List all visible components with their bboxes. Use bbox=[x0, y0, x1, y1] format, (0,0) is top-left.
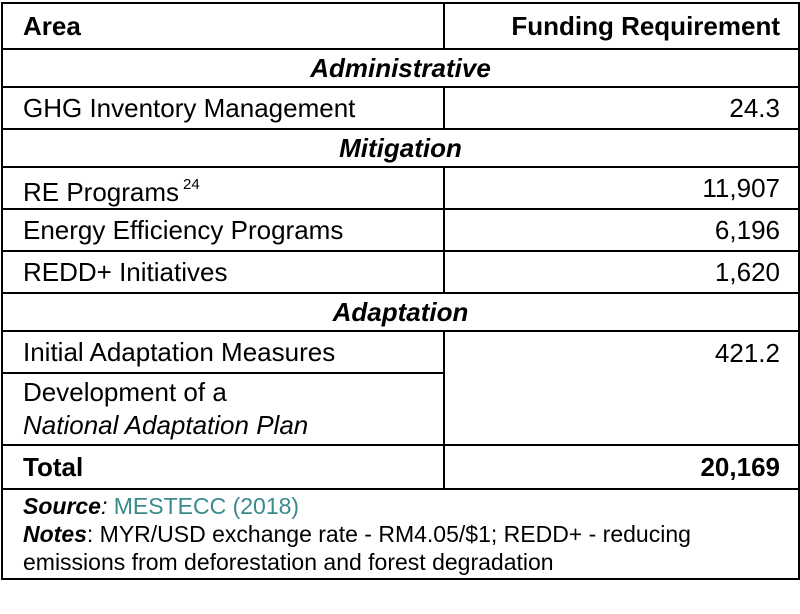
row-value-redd: 1,620 bbox=[444, 251, 799, 293]
funding-table-container bbox=[1, 2, 798, 614]
table-row bbox=[2, 167, 799, 209]
section-row-mitigation bbox=[2, 129, 799, 167]
footnote-marker: 24 bbox=[183, 175, 200, 193]
section-title-adaptation: Adaptation bbox=[2, 293, 799, 331]
notes-label: Notes bbox=[23, 521, 87, 547]
row-label-nap bbox=[2, 373, 444, 445]
header-funding: Funding Requirement bbox=[444, 3, 799, 49]
row-value-ghg: 24.3 bbox=[444, 87, 799, 129]
row-label-iam: Initial Adaptation Measures bbox=[2, 331, 444, 373]
section-title-administrative: Administrative bbox=[2, 49, 799, 87]
table-row bbox=[2, 209, 799, 251]
row-label-ee: Energy Efficiency Programs bbox=[2, 209, 444, 251]
notes-cell bbox=[2, 489, 799, 579]
total-value: 20,169 bbox=[444, 445, 799, 489]
source-link[interactable]: MESTECC (2018) bbox=[113, 493, 300, 519]
row-label-redd: REDD+ Initiatives bbox=[2, 251, 444, 293]
re-label-text: RE Programs bbox=[23, 176, 180, 207]
source-label: Source bbox=[23, 493, 101, 519]
section-title-mitigation: Mitigation bbox=[2, 129, 799, 167]
section-row-adaptation bbox=[2, 293, 799, 331]
row-value-re: 11,907 bbox=[444, 167, 799, 209]
notes-text: : MYR/USD exchange rate - RM4.05/$1; REDD+ - reducing emissions from deforestation and forest degradation bbox=[23, 521, 691, 575]
header-area: Area bbox=[2, 3, 444, 49]
table-row bbox=[2, 251, 799, 293]
nap-label-prefix: Development of a bbox=[23, 377, 227, 407]
table-row bbox=[2, 331, 799, 373]
row-value-adaptation: 421.2 bbox=[444, 331, 799, 445]
section-row-administrative bbox=[2, 49, 799, 87]
row-value-ee: 6,196 bbox=[444, 209, 799, 251]
nap-label-italic: National Adaptation Plan bbox=[23, 410, 309, 440]
table-row bbox=[2, 87, 799, 129]
table-header-row bbox=[2, 3, 799, 49]
row-label-re bbox=[2, 167, 444, 209]
funding-requirement-table bbox=[1, 2, 800, 580]
notes-row bbox=[2, 489, 799, 579]
row-label-ghg: GHG Inventory Management bbox=[2, 87, 444, 129]
total-label: Total bbox=[2, 445, 444, 489]
total-row bbox=[2, 445, 799, 489]
source-colon: : bbox=[100, 493, 114, 519]
